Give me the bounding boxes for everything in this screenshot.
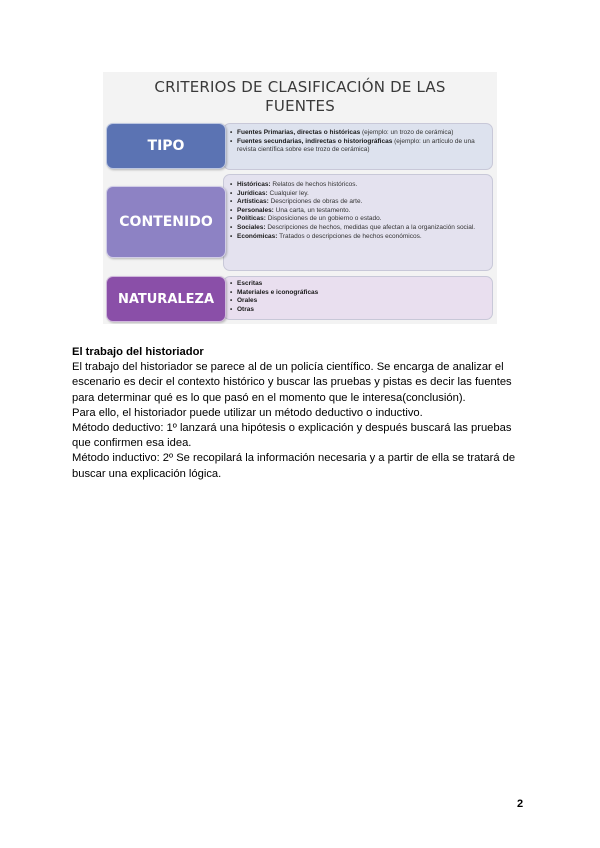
figure-item-term: Políticas:: [237, 215, 266, 223]
figure-item-description: Descripciones de hechos, medidas que afectan a la organización social.: [265, 223, 476, 231]
figure-list-item: [237, 198, 486, 207]
figure-list-item: [237, 181, 486, 190]
figure-item-description: Relatos de hechos históricos.: [270, 181, 358, 188]
naturaleza-list: [230, 280, 486, 314]
figure-list-item: [237, 207, 486, 216]
figure-list-item: [237, 297, 486, 306]
body-text: [72, 345, 532, 482]
figure-item-term: Otras: [237, 305, 254, 313]
figure-list-item: [237, 129, 486, 138]
paragraph-2: Para ello, el historiador puede utilizar un método deductivo o inductivo.: [72, 406, 423, 419]
tipo-box: [223, 123, 493, 170]
figure-item-term: Escritas: [237, 280, 263, 287]
figure-item-term: Fuentes secundarias, indirectas o historiográficas: [237, 137, 393, 145]
figure-item-description: Tratados o descripciones de hechos económicos.: [277, 232, 422, 240]
figure-list-item: [237, 233, 486, 242]
contenido-list: [230, 181, 486, 241]
figure-list-item: [237, 138, 486, 155]
paragraph-3: Método deductivo: 1º lanzará una hipótesis o explicación y después buscará las pruebas que confirmen esa idea.: [72, 422, 512, 450]
page-number: 2: [517, 798, 524, 810]
figure-item-term: Económicas:: [237, 232, 278, 240]
tipo-label: TIPO: [106, 123, 226, 169]
figure-title-line2: FUENTES: [265, 97, 335, 115]
figure-item-description: (ejemplo: un artículo de una revista científica sobre ese trozo de cerámica): [237, 137, 475, 154]
figure-item-description: Una carta, un testamento.: [273, 206, 351, 214]
figure-item-term: Históricas:: [237, 181, 271, 188]
naturaleza-label: NATURALEZA: [106, 276, 226, 322]
contenido-label: CONTENIDO: [106, 186, 226, 258]
figure-item-description: Disposiciones de un gobierno o estado.: [265, 215, 382, 223]
paragraph-1: El trabajo del historiador se parece al de un policía científico. Se encarga de analizar el escenario es decir el contexto histórico y buscar las pruebas y pistas es decir las fuentes para determinar qué es lo que pasó en el momento que le interesa(conclusión).: [72, 361, 512, 404]
figure-item-term: Fuentes Primarias, directas o históricas: [237, 129, 361, 136]
figure-title: [103, 78, 497, 116]
figure-list-item: [237, 289, 486, 298]
figure-list-item: [237, 215, 486, 224]
paragraph-4: Método inductivo: 2º Se recopilará la información necesaria y a partir de ella se tratará de buscar una explicación lógica.: [72, 452, 516, 480]
classification-figure: [103, 72, 497, 324]
figure-item-description: Descripciones de obras de arte.: [268, 198, 363, 206]
figure-item-term: Personales:: [237, 206, 274, 214]
figure-item-description: Cualquier ley.: [267, 189, 309, 197]
section-heading: El trabajo del historiador: [72, 346, 204, 358]
figure-title-line1: CRITERIOS DE CLASIFICACIÓN DE LAS: [154, 78, 446, 96]
tipo-list: [230, 129, 486, 155]
figure-list-item: [237, 190, 486, 199]
figure-list-item: [237, 224, 486, 233]
contenido-box: [223, 174, 493, 271]
figure-item-description: (ejemplo: un trozo de cerámica): [360, 129, 454, 136]
figure-item-term: Artísticas:: [237, 198, 269, 206]
figure-list-item: [237, 306, 486, 315]
figure-item-term: Jurídicas:: [237, 189, 268, 197]
figure-item-term: Sociales:: [237, 223, 266, 231]
figure-item-term: Orales: [237, 297, 258, 305]
figure-list-item: [237, 280, 486, 289]
figure-item-term: Materiales e iconográficas: [237, 288, 319, 296]
naturaleza-box: [223, 276, 493, 320]
